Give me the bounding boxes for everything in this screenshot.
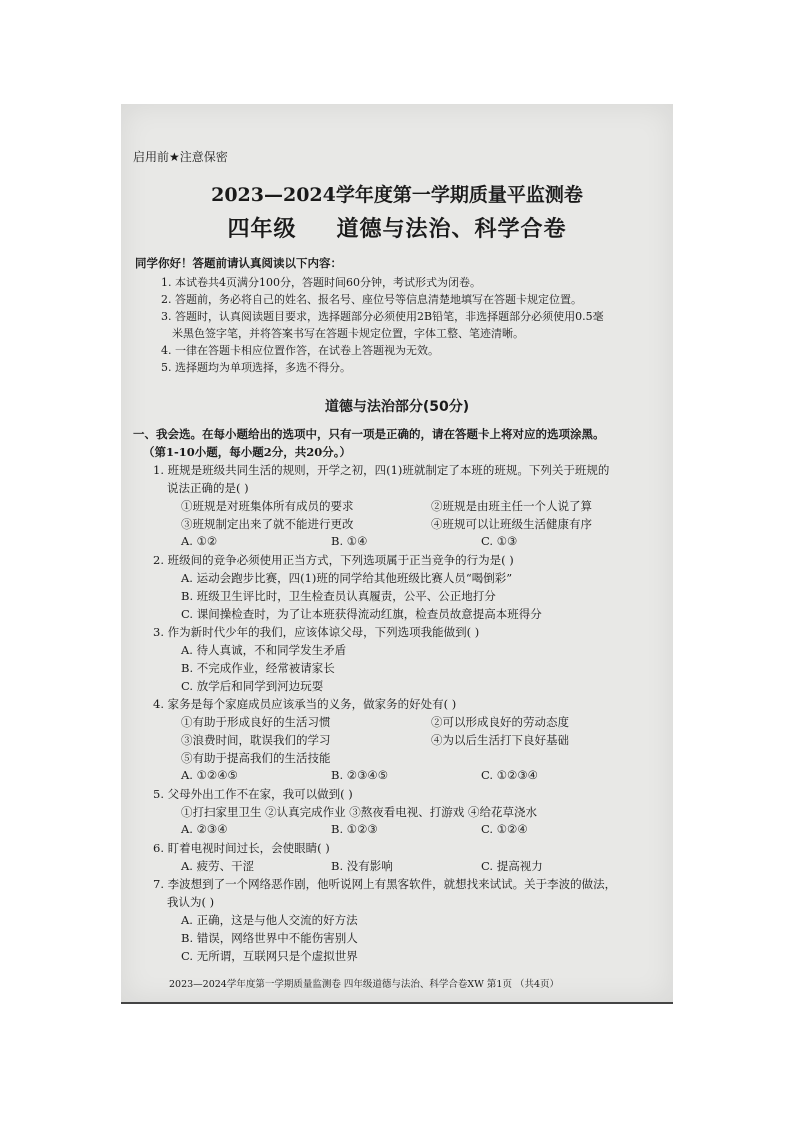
exam-page bbox=[121, 104, 673, 1004]
option-b: B. ①②③ bbox=[331, 822, 378, 836]
question-5-stem: 5. 父母外出工作不在家，我可以做到( ) bbox=[153, 787, 353, 801]
option-a: A. 正确，这是与他人交流的好方法 bbox=[181, 913, 358, 927]
confidential-notice: 启用前★注意保密 bbox=[133, 150, 228, 164]
statement: ①有助于形成良好的生活习惯 bbox=[181, 715, 331, 729]
option-c: C. 无所谓，互联网只是个虚拟世界 bbox=[181, 949, 358, 963]
question-4-stem: 4. 家务是每个家庭成员应该承当的义务，做家务的好处有( ) bbox=[153, 697, 457, 711]
statement: ①班规是对班集体所有成员的要求 bbox=[181, 499, 354, 513]
subject-label: 道德与法治、科学合卷 bbox=[336, 216, 567, 242]
option-a: A. ①② bbox=[181, 534, 218, 548]
instruction-item: 5. 选择题均为单项选择，多选不得分。 bbox=[161, 361, 351, 374]
instruction-item: 米黑色签字笔，并将答案书写在答题卡规定位置，字体工整、笔迹清晰。 bbox=[172, 327, 524, 340]
instruction-item: 4. 一律在答题卡相应位置作答，在试卷上答题视为无效。 bbox=[161, 344, 439, 357]
question-3-stem: 3. 作为新时代少年的我们，应该体谅父母，下列选项我能做到( ) bbox=[153, 625, 480, 639]
option-a: A. 疲劳、干涩 bbox=[181, 859, 255, 873]
option-c: C. ①②③④ bbox=[481, 768, 538, 782]
statement: ③班规制定出来了就不能进行更改 bbox=[181, 517, 354, 531]
option-c: C. ①②④ bbox=[481, 822, 528, 836]
statement: ②班规是由班主任一个人说了算 bbox=[431, 499, 592, 513]
question-7-stem: 7. 李波想到了一个网络恶作剧，他听说网上有黑客软件，就想找来试试。关于李波的做法， bbox=[153, 877, 617, 891]
option-b: B. 班级卫生评比时，卫生检查员认真履责，公平、公正地打分 bbox=[181, 589, 496, 603]
statement: ④班规可以让班级生活健康有序 bbox=[431, 517, 592, 531]
part-heading: 一、我会选。在每小题给出的选项中，只有一项是正确的，请在答题卡上将对应的选项涂黑。 bbox=[133, 427, 605, 441]
statement: ④为以后生活打下良好基础 bbox=[431, 733, 569, 747]
instruction-item: 3. 答题时，认真阅读题目要求，选择题部分必须使用2B铅笔，非选择题部分必须使用0.5毫 bbox=[161, 310, 604, 323]
question-1-stem-cont: 说法正确的是( ) bbox=[167, 481, 249, 495]
grade-label: 四年级 bbox=[227, 216, 297, 242]
option-b: B. 没有影响 bbox=[331, 859, 393, 873]
option-b: B. ②③④⑤ bbox=[331, 768, 389, 782]
statement: ⑤有助于提高我们的生活技能 bbox=[181, 751, 331, 765]
part-subheading: （第1-10小题，每小题2分，共20分。） bbox=[143, 445, 352, 459]
instruction-item: 1. 本试卷共4页满分100分，答题时间60分钟，考试形式为闭卷。 bbox=[161, 276, 481, 289]
statement: ①打扫家里卫生 ②认真完成作业 ③熬夜看电视、打游戏 ④给花草浇水 bbox=[181, 805, 537, 819]
statement: ③浪费时间，耽误我们的学习 bbox=[181, 733, 331, 747]
option-b: B. ①④ bbox=[331, 534, 368, 548]
option-c: C. 课间操检查时，为了让本班获得流动红旗，检查员故意提高本班得分 bbox=[181, 607, 542, 621]
option-c: C. 放学后和同学到河边玩耍 bbox=[181, 679, 324, 693]
question-2-stem: 2. 班级间的竞争必须使用正当方式，下列选项属于正当竞争的行为是( ) bbox=[153, 553, 514, 567]
option-a: A. 运动会跑步比赛，四(1)班的同学给其他班级比赛人员“喝倒彩” bbox=[181, 571, 513, 585]
option-a: A. ①②④⑤ bbox=[181, 768, 238, 782]
option-b: B. 不完成作业，经常被请家长 bbox=[181, 661, 335, 675]
statement: ②可以形成良好的劳动态度 bbox=[431, 715, 569, 729]
option-a: A. ②③④ bbox=[181, 822, 228, 836]
instruction-item: 2. 答题前，务必将自己的姓名、报名号、座位号等信息清楚地填写在答题卡规定位置。 bbox=[161, 293, 582, 306]
question-7-stem-cont: 我认为( ) bbox=[167, 895, 215, 909]
question-1-stem: 1. 班规是班级共同生活的规则，开学之初，四(1)班就制定了本班的班规。下列关于班规的 bbox=[153, 463, 610, 477]
question-6-stem: 6. 盯着电视时间过长，会使眼睛( ) bbox=[153, 841, 330, 855]
option-b: B. 错误，网络世界中不能伤害别人 bbox=[181, 931, 358, 945]
section-title: 道德与法治部分(50分) bbox=[324, 399, 470, 415]
page-footer: 2023—2024学年度第一学期质量监测卷 四年级道德与法治、科学合卷XW 第1页 （共4页） bbox=[169, 979, 560, 990]
option-c: C. ①③ bbox=[481, 534, 518, 548]
exam-title: 2023—2024学年度第一学期质量平监测卷 bbox=[211, 184, 583, 206]
intro-greeting: 同学你好！答题前请认真阅读以下内容： bbox=[135, 256, 342, 270]
option-a: A. 待人真诚，不和同学发生矛盾 bbox=[181, 643, 347, 657]
option-c: C. 提高视力 bbox=[481, 859, 543, 873]
exam-subtitle bbox=[121, 212, 673, 243]
